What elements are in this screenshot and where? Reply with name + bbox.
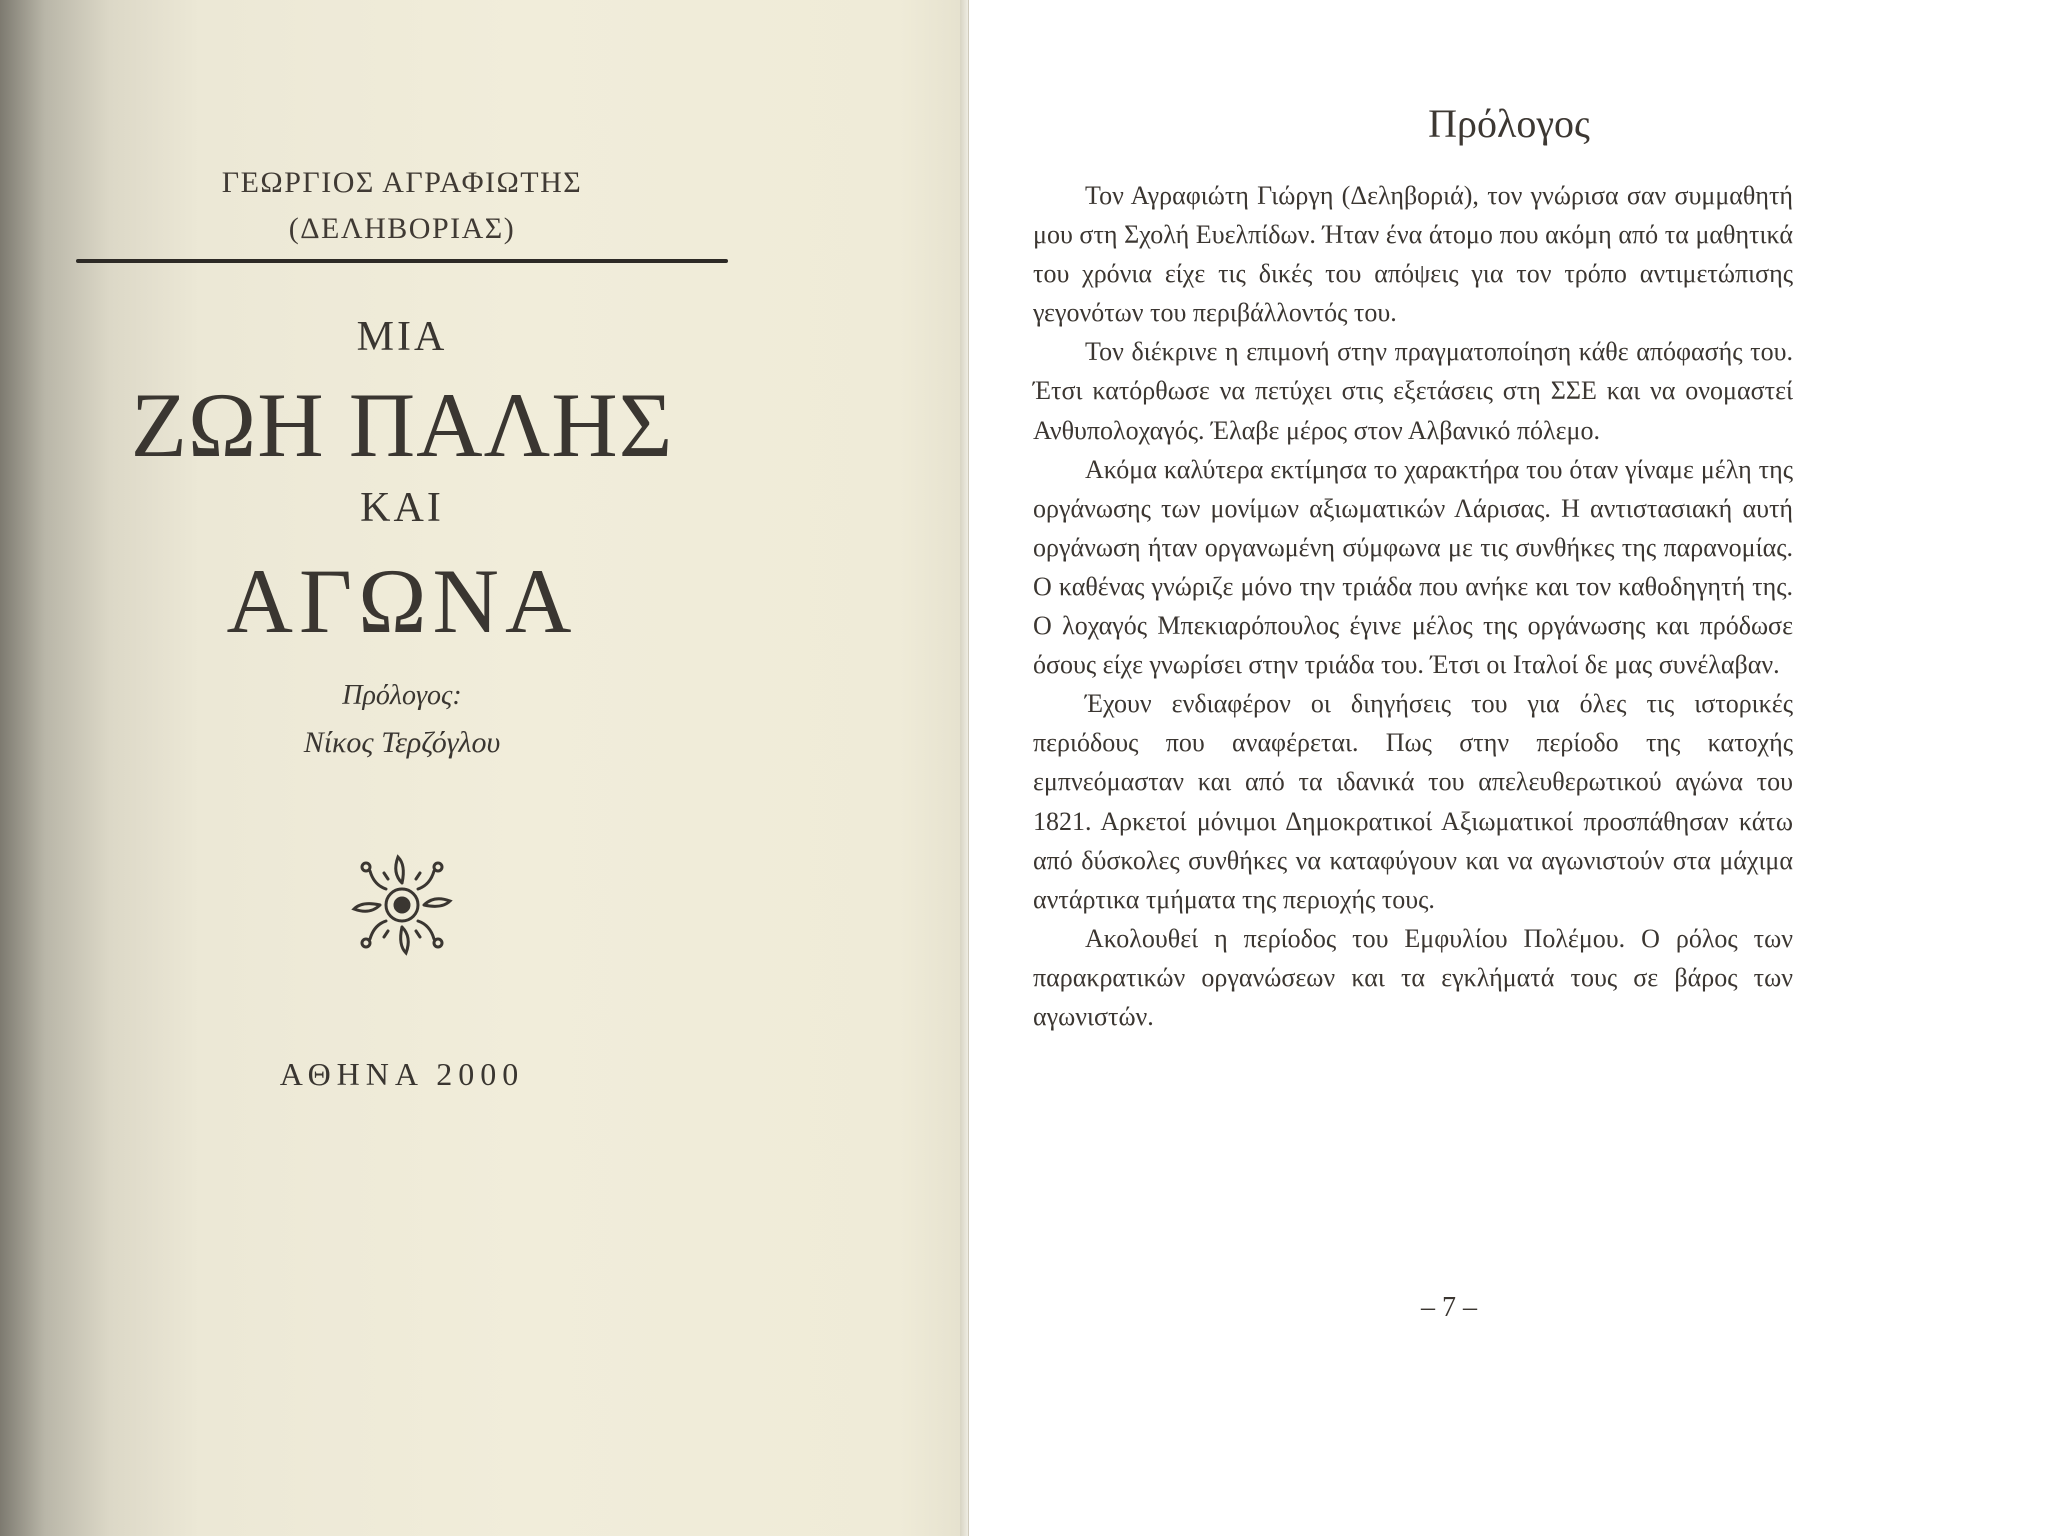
author-name-line: ΓΕΩΡΓΙΟΣ ΑΓΡΑΦΙΩΤΗΣ bbox=[221, 166, 583, 199]
prologue-author: Νίκος Τερζόγλου bbox=[303, 726, 501, 759]
prologue-page bbox=[968, 0, 2048, 1536]
paragraph: Ακολουθεί η περίοδος του Εμφυλίου Πολέμου. Ο ρόλος των παρακρατικών οργανώσεων και τα εγκλήματά τους σε βάρος των αγωνιστών. bbox=[1033, 923, 1793, 1031]
paragraph: Έχουν ενδιαφέρον οι διηγήσεις του για όλες τις ιστορικές περιόδους που αναφέρεται. Πως στην περίοδο της κατοχής εμπνεόμασταν και από τα ιδανικά του απελευθερωτικού αγώνα του 1821. Αρκετοί μόνιμοι Δημοκρατικοί Αξιωματικοί προσπάθησαν κάτω από δύσκολες συνθήκες να καταφύγουν και να αγωνιστούν στα μάχιμα αντάρτικα τμήματα της περιοχής τους. bbox=[1033, 689, 1793, 914]
page-number: – 7 – bbox=[1421, 1292, 1477, 1323]
publication-place-year: ΑΘΗΝΑ 2000 bbox=[279, 1056, 525, 1092]
author-nickname-line: (ΔΕΛΗΒΟΡΙΑΣ) bbox=[288, 212, 516, 245]
paragraph: Τον διέκρινε η επιμονή στην πραγματοποίηση κάθε απόφασής του. Έτσι κατόρθωσε να πετύχει στις εξετάσεις στη ΣΣΕ και να ονομαστεί Ανθυπολοχαγός. Έλαβε μέρος στον Αλβανικό πόλεμο. bbox=[1033, 337, 1793, 445]
title-line-3: ΚΑΙ bbox=[360, 485, 444, 531]
author-name bbox=[76, 160, 728, 252]
flower-ornament-icon bbox=[340, 843, 464, 967]
prologue-text bbox=[1033, 176, 1793, 1036]
title-line-2: ΖΩΗ ΠΑΛΗΣ bbox=[130, 374, 674, 476]
paragraph: Τον Αγραφιώτη Γιώργη (Δεληβοριά), τον γνώρισα σαν συμμαθητή μου στη Σχολή Ευελπίδων. Ήταν ένα άτομο που ακόμη από τα μαθητικά του χρόνια είχε τις δικές του απόψεις για τον τρόπο αντιμετώπισης γεγονότων του περιβάλλοντός του. bbox=[1033, 181, 1793, 328]
prologue-label: Πρόλογος: bbox=[342, 680, 462, 711]
paragraph: Ακόμα καλύτερα εκτίμησα το χαρακτήρα του όταν γίναμε μέλη της οργάνωσης των μονίμων αξιωματικών Λάρισας. Η αντιστασιακή αυτή οργάνωση ήταν οργανωμένη σύμφωνα με τις συνθήκες της παρανομίας. Ο καθένας γνώριζε μόνο την τριάδα που ανήκε και τον καθοδηγητή της. Ο λοχαγός Μπεκιαρόπουλος έγινε μέλος της οργάνωσης και πρόδωσε όσους είχε γνωρίσει στην τριάδα του. Έτσι οι Ιταλοί δε μας συνέλαβαν. bbox=[1033, 454, 1793, 680]
page-title: Πρόλογος bbox=[1428, 101, 1590, 146]
title-divider bbox=[76, 259, 728, 263]
title-line-1: ΜΙΑ bbox=[356, 314, 448, 360]
title-page bbox=[0, 0, 960, 1536]
title-line-4: ΑΓΩΝΑ bbox=[226, 550, 578, 652]
